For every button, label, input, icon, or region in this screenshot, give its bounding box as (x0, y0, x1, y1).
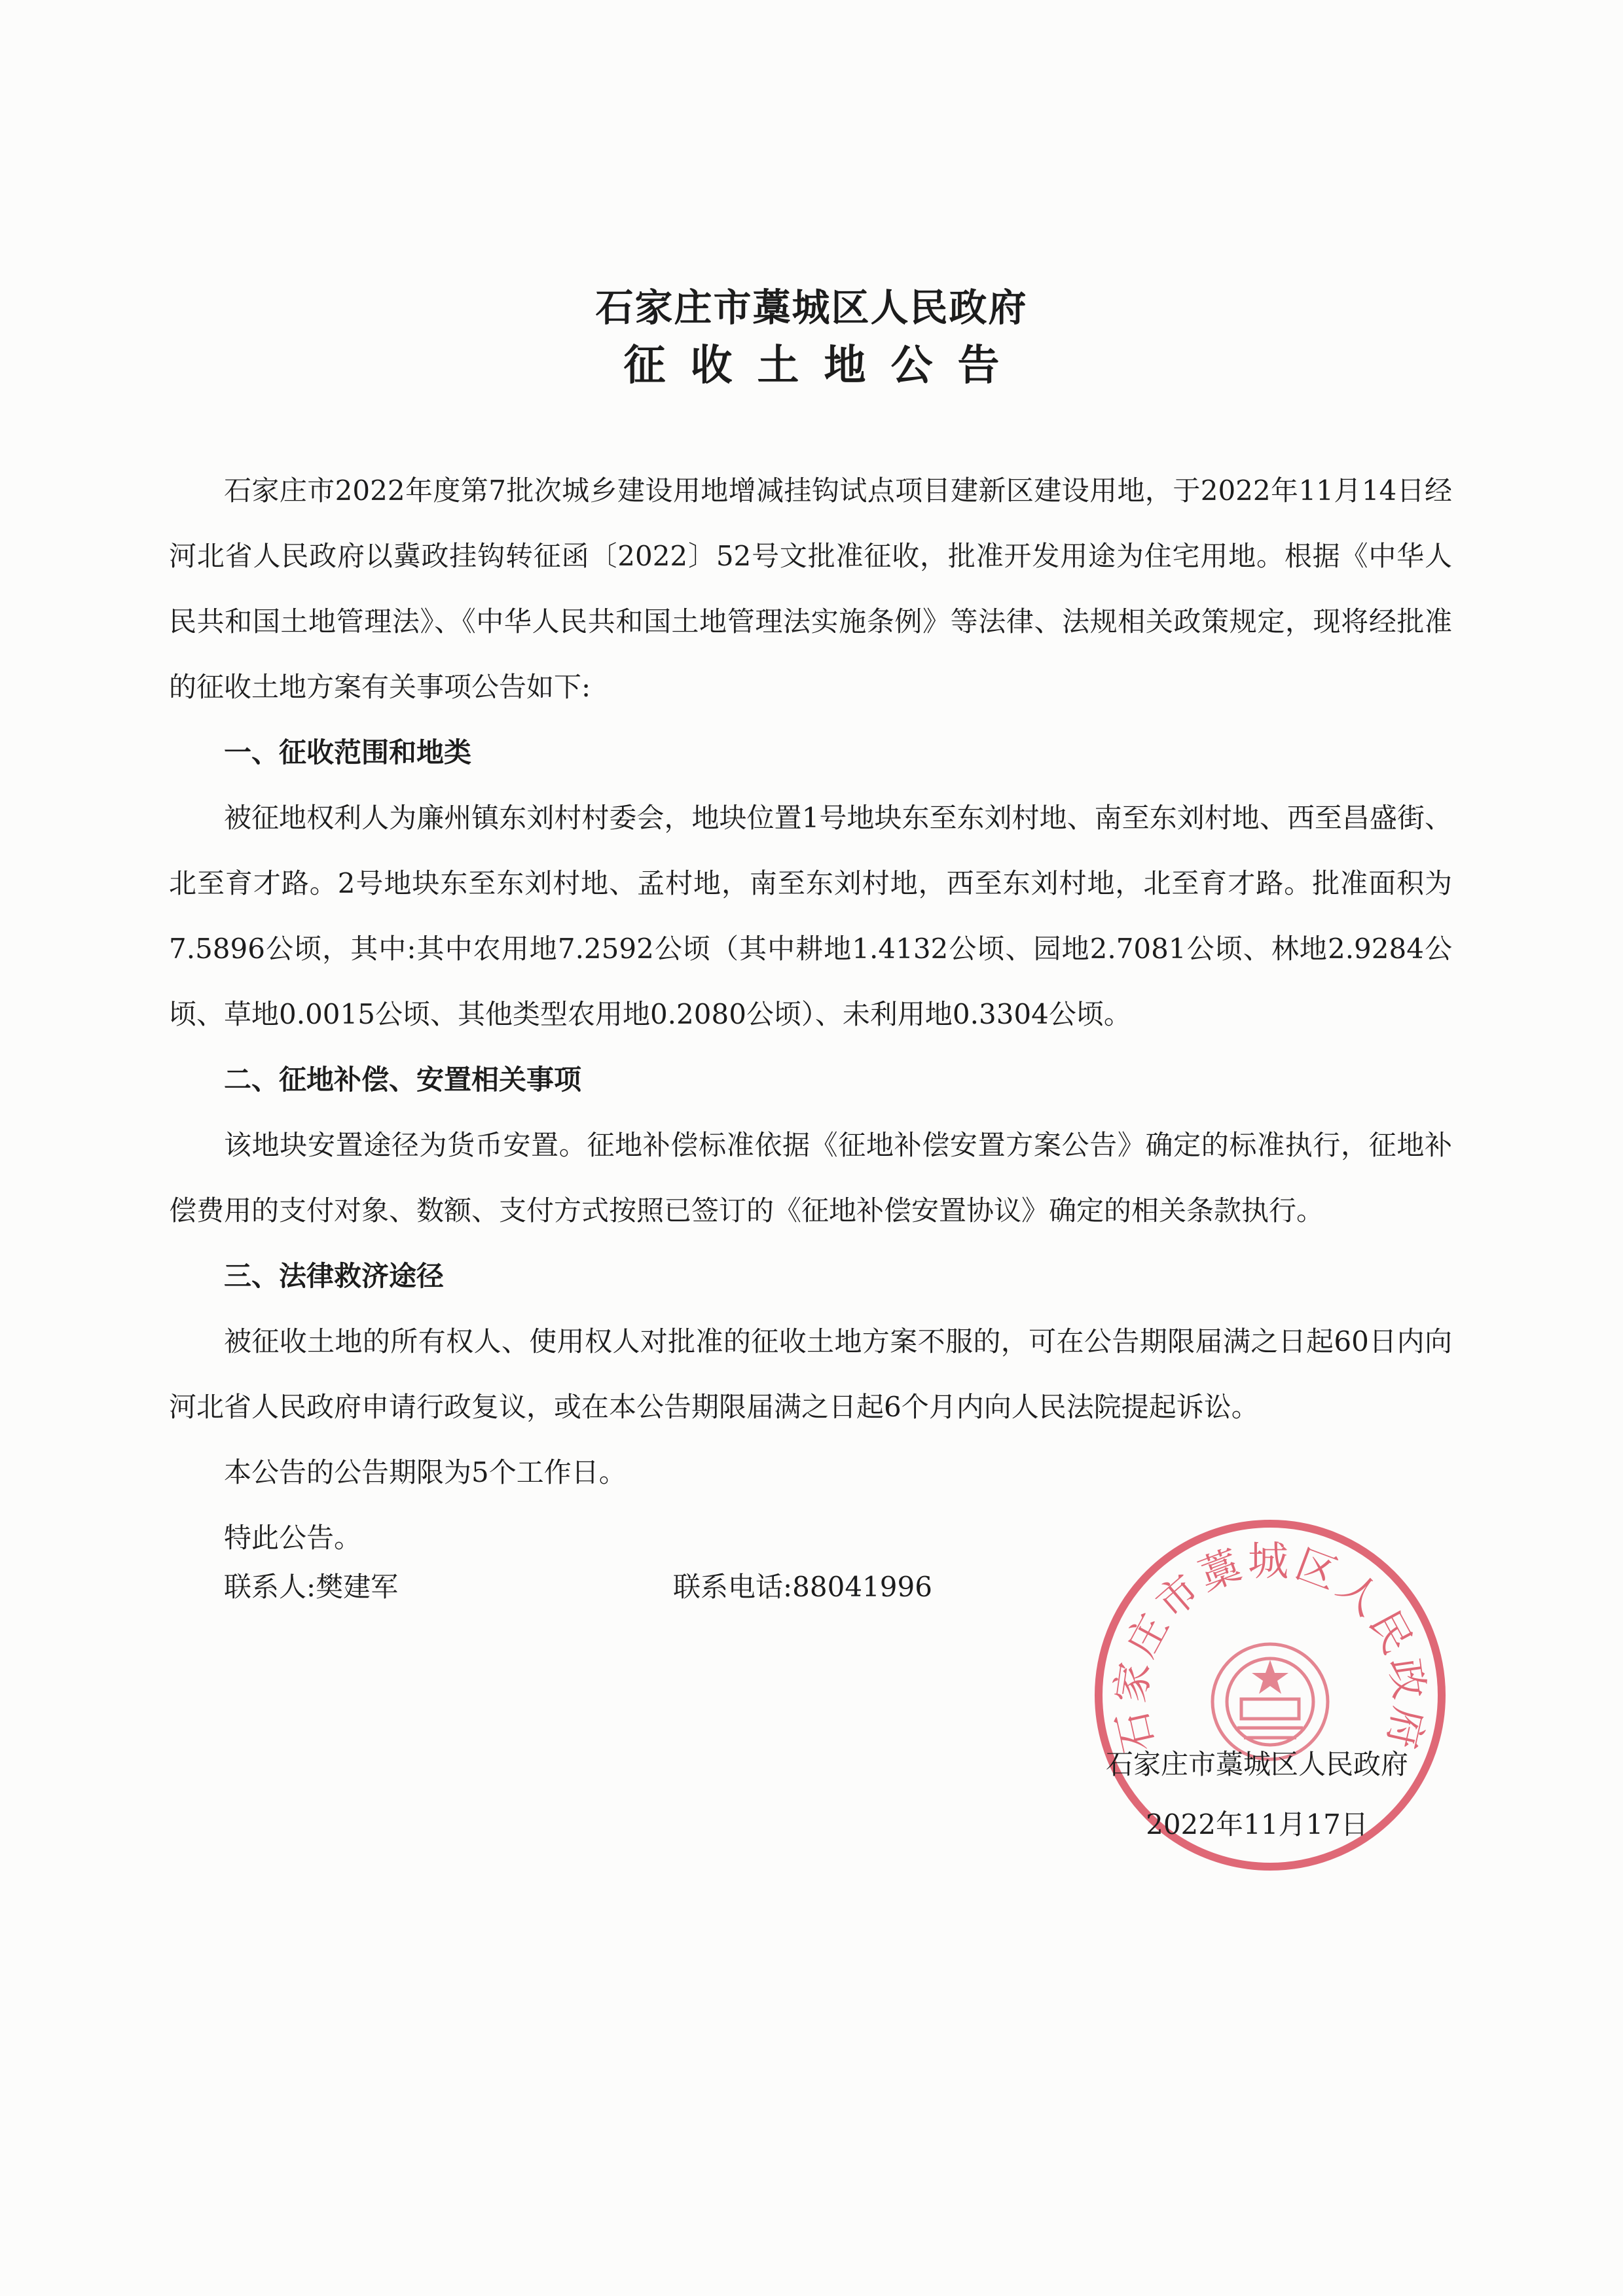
notice-body (169, 458, 1452, 1571)
section-heading-scope: 一、征收范围和地类 (224, 736, 472, 768)
title-block (0, 281, 1623, 395)
section-heading-compensation: 二、征地补偿、安置相关事项 (224, 1064, 582, 1096)
compensation-paragraph: 该地块安置途径为货币安置。征地补偿标准依据《征地补偿安置方案公告》确定的标准执行，征地补偿费用的支付对象、数额、支付方式按照已签订的《征地补偿安置协议》确定的相关条款执行。 (169, 1129, 1452, 1227)
period-paragraph: 本公告的公告期限为5个工作日。 (224, 1456, 627, 1488)
remedy-paragraph: 被征收土地的所有权人、使用权人对批准的征收土地方案不服的，可在公告期限届满之日起60日内向河北省人民政府申请行政复议，或在本公告期限届满之日起6个月内向人民法院提起诉讼。 (169, 1325, 1452, 1423)
signature-issuer: 石家庄市藁城区人民政府 (1105, 1748, 1408, 1780)
section-heading-remedy: 三、法律救济途径 (224, 1260, 445, 1292)
closing-paragraph: 特此公告。 (224, 1522, 362, 1554)
intro-paragraph: 石家庄市2022年度第7批次城乡建设用地增减挂钩试点项目建新区建设用地，于2022年11月14日经河北省人民政府以冀政挂钩转征函〔2022〕52号文批准征收，批准开发用途为住宅用地。根据《中华人民共和国土地管理法》、《中华人民共和国土地管理法实施条例》等法律、法规相关政策规定，现将经批准的征收土地方案有关事项公告如下: (169, 475, 1452, 703)
scope-paragraph: 被征地权利人为廉州镇东刘村村委会，地块位置1号地块东至东刘村地、南至东刘村地、西至昌盛街、北至育才路。2号地块东至东刘村地、孟村地，南至东刘村地，西至东刘村地，北至育才路。批准面积为7.5896公顷，其中:其中农用地7.2592公顷（其中耕地1.4132公顷、园地2.7081公顷、林地2.9284公顷、草地0.0015公顷、其他类型农用地0.2080公顷）、未利用地0.3304公顷。 (169, 802, 1452, 1030)
document-title: 征收土地公告 (623, 341, 1025, 390)
seal-text: 石家庄市藁城区人民政府 (1106, 1537, 1434, 1757)
contact-person: 联系人:樊建军 (224, 1571, 399, 1603)
issuer-title: 石家庄市藁城区人民政府 (595, 285, 1028, 330)
signature-date: 2022年11月17日 (1146, 1808, 1368, 1840)
signature-block (1074, 1734, 1440, 1855)
contact-phone: 联系电话:88041996 (673, 1571, 932, 1603)
